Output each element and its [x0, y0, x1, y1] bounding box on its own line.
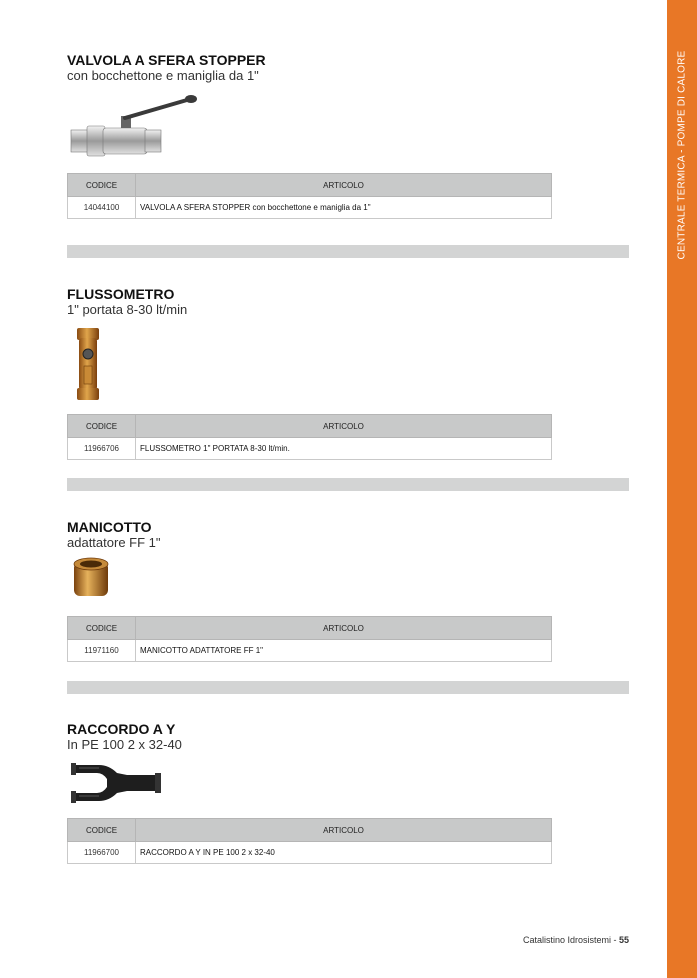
product-section-3 [67, 519, 629, 664]
product-subtitle: adattatore FF 1" [67, 535, 161, 550]
column-header-articolo: ARTICOLO [136, 174, 552, 197]
product-title: RACCORDO A Y [67, 721, 176, 737]
column-header-codice: CODICE [68, 415, 136, 438]
table-row [68, 197, 552, 219]
table-row [68, 438, 552, 460]
product-article: FLUSSOMETRO 1" PORTATA 8-30 lt/min. [136, 438, 552, 460]
page-number: 55 [618, 935, 629, 945]
product-table [67, 818, 552, 864]
table-row [68, 842, 552, 864]
table-row [68, 640, 552, 662]
column-header-articolo: ARTICOLO [136, 617, 552, 640]
product-section-1 [67, 52, 629, 222]
product-table [67, 414, 552, 460]
section-separator [67, 245, 629, 258]
section-separator [67, 478, 629, 491]
section-separator [67, 681, 629, 694]
product-subtitle: In PE 100 2 x 32-40 [67, 737, 182, 752]
product-code: 14044100 [68, 197, 136, 219]
column-header-articolo: ARTICOLO [136, 819, 552, 842]
brass-sleeve-icon [71, 556, 111, 600]
product-section-4 [67, 721, 629, 866]
product-section-2 [67, 286, 629, 462]
product-code: 11971160 [68, 640, 136, 662]
product-code: 11966706 [68, 438, 136, 460]
column-header-codice: CODICE [68, 617, 136, 640]
product-article: MANICOTTO ADATTATORE FF 1" [136, 640, 552, 662]
product-table [67, 173, 552, 219]
ball-valve-icon [69, 92, 201, 158]
product-title: FLUSSOMETRO [67, 286, 175, 302]
product-subtitle: con bocchettone e maniglia da 1" [67, 68, 259, 83]
column-header-articolo: ARTICOLO [136, 415, 552, 438]
flowmeter-icon [75, 326, 101, 402]
column-header-codice: CODICE [68, 819, 136, 842]
product-title: VALVOLA A SFERA STOPPER [67, 52, 266, 68]
y-fitting-icon [69, 759, 163, 807]
product-article: RACCORDO A Y IN PE 100 2 x 32-40 [136, 842, 552, 864]
product-title: MANICOTTO [67, 519, 152, 535]
product-table [67, 616, 552, 662]
product-code: 11966700 [68, 842, 136, 864]
product-subtitle: 1" portata 8-30 lt/min [67, 302, 188, 317]
footer-text: Catalistino Idrosistemi - [522, 935, 619, 945]
product-article: VALVOLA A SFERA STOPPER con bocchettone e maniglia da 1" [136, 197, 552, 219]
column-header-codice: CODICE [68, 174, 136, 197]
side-band-label: CENTRALE TERMICA - POMPE DI CALORE [676, 50, 688, 260]
page-footer [523, 935, 629, 945]
